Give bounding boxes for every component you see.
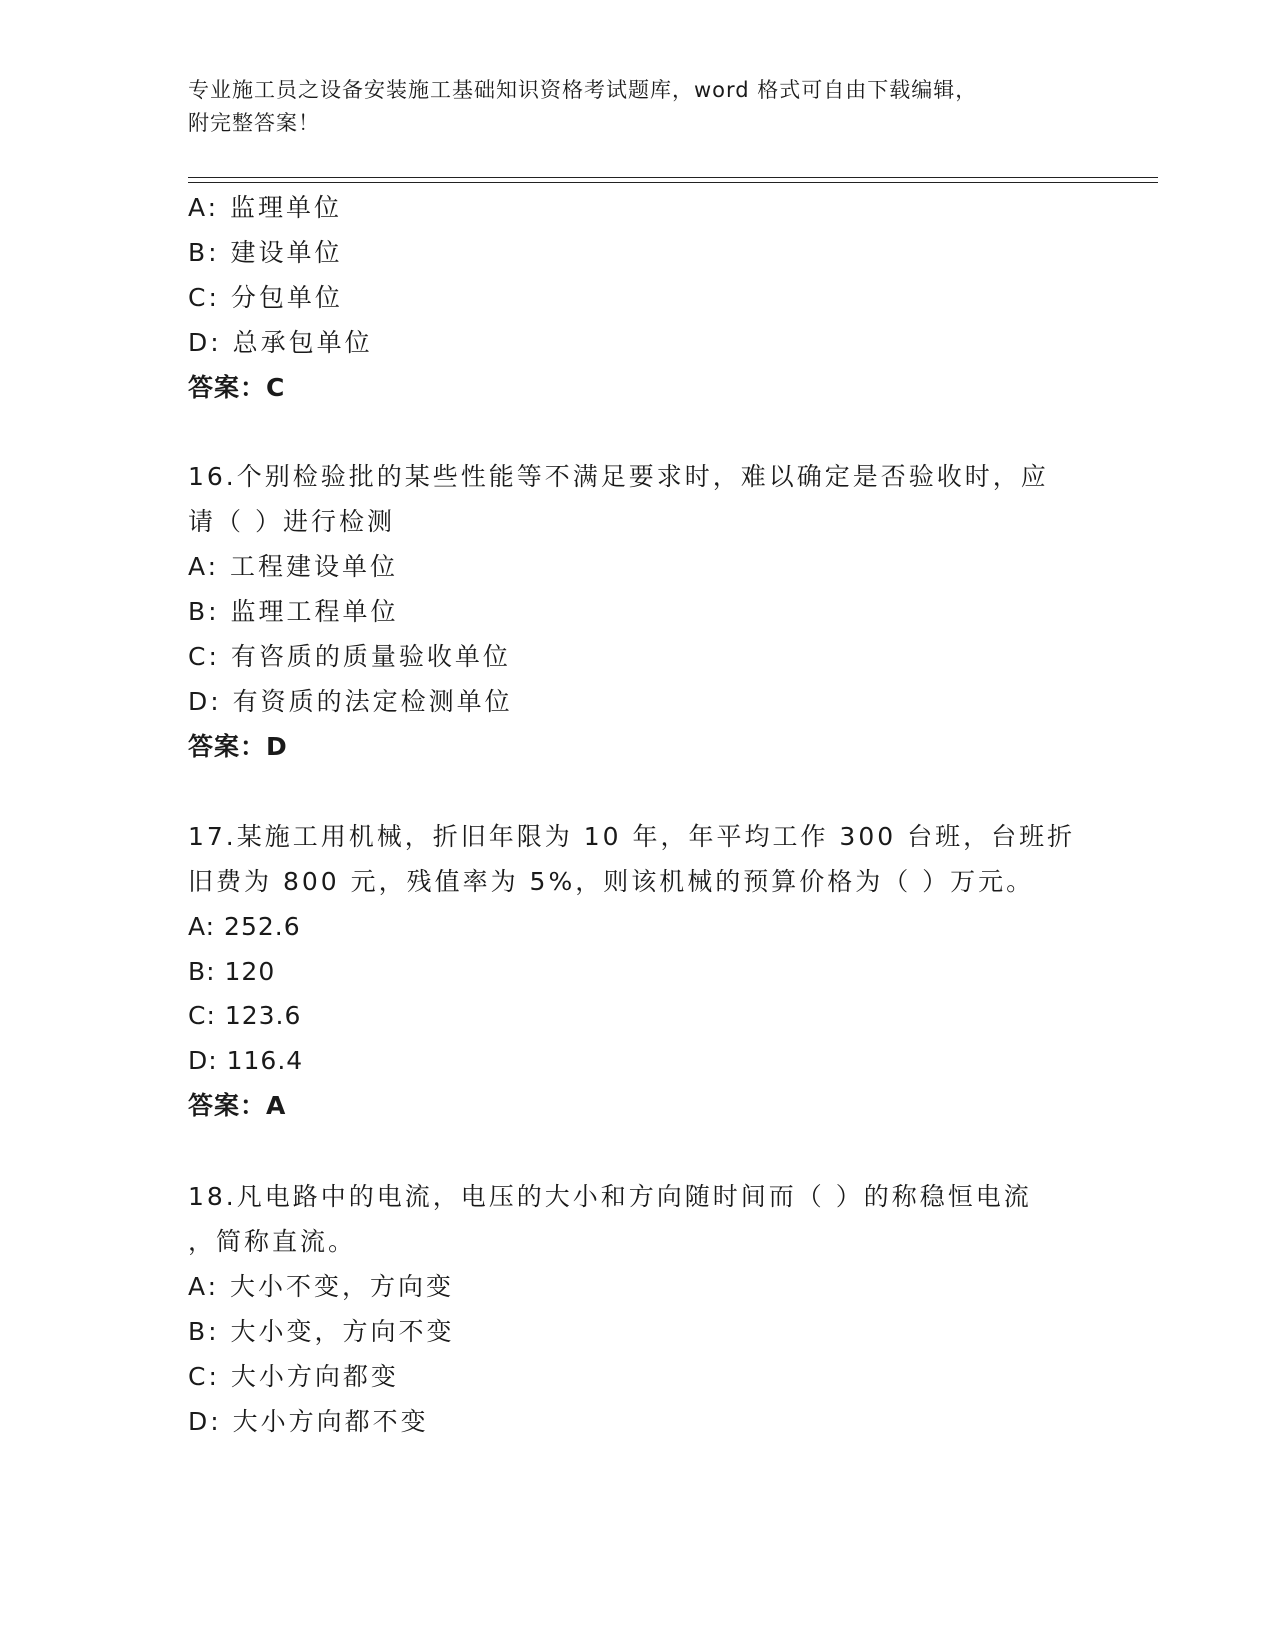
header-line-1: 专业施工员之设备安装施工基础知识资格考试题库，word 格式可自由下载编辑， [188, 78, 978, 102]
q18-option-b: B: 大小变，方向不变 [188, 1317, 455, 1346]
q16-question-line-2: 请（ ）进行检测 [188, 507, 395, 536]
q16-option-d: D: 有资质的法定检测单位 [188, 687, 513, 716]
q16-option-c: C: 有咨质的质量验收单位 [188, 642, 511, 671]
q18-question-line-1: 18.凡电路中的电流，电压的大小和方向随时间而（ ）的称稳恒电流 [188, 1182, 1032, 1211]
header-divider-top [188, 177, 1158, 178]
q16-answer: 答案：D [188, 732, 288, 761]
q16-option-b: B: 监理工程单位 [188, 597, 399, 626]
q16-option-a: A: 工程建设单位 [188, 552, 399, 581]
q18-question-line-2: ，简称直流。 [188, 1227, 357, 1256]
q17-answer: 答案：A [188, 1091, 287, 1120]
q18-option-c: C: 大小方向都变 [188, 1362, 399, 1391]
q17-question-line-1: 17.某施工用机械，折旧年限为 10 年，年平均工作 300 台班，台班折 [188, 822, 1076, 851]
q17-option-c: C: 123.6 [188, 1001, 302, 1030]
q17-option-d: D: 116.4 [188, 1046, 304, 1075]
header-divider-bottom [188, 182, 1158, 183]
q15-option-d: D: 总承包单位 [188, 328, 373, 357]
q18-option-a: A: 大小不变，方向变 [188, 1272, 455, 1301]
q15-option-b: B: 建设单位 [188, 238, 343, 267]
q17-question-line-2: 旧费为 800 元，残值率为 5%，则该机械的预算价格为（ ）万元。 [188, 867, 1035, 896]
q15-option-c: C: 分包单位 [188, 283, 343, 312]
q16-question-line-1: 16.个别检验批的某些性能等不满足要求时，难以确定是否验收时，应 [188, 462, 1049, 491]
header-line-2: 附完整答案！ [188, 111, 320, 135]
q15-answer: 答案：C [188, 373, 286, 402]
q17-option-b: B: 120 [188, 957, 276, 986]
document-header [188, 74, 1088, 140]
q17-option-a: A: 252.6 [188, 912, 301, 941]
q18-option-d: D: 大小方向都不变 [188, 1407, 429, 1436]
q15-option-a: A: 监理单位 [188, 193, 343, 222]
